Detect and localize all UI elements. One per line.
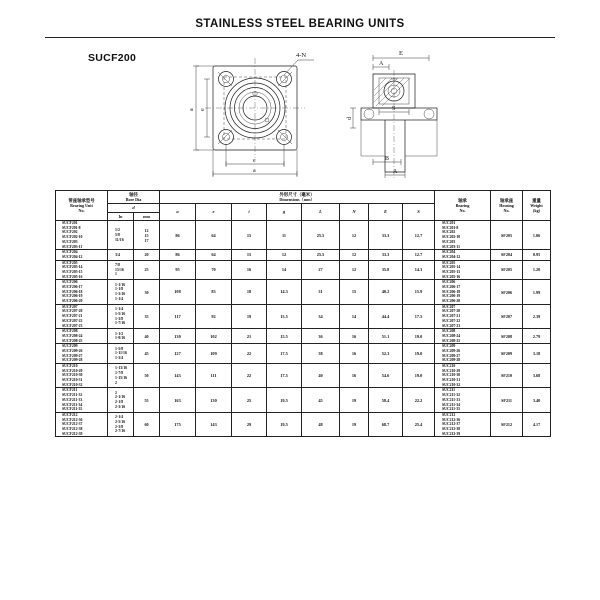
table-row [56,412,551,436]
cell-g: 12 [267,250,302,260]
cell-housing-no: SF205 [491,260,523,280]
cell-bore-mm: 30 [134,280,160,304]
cell-bore-in: 1-5/8 1-11/16 1-3/4 [108,344,134,364]
cell-a: 163 [160,388,196,412]
th-col-N: N [340,204,369,221]
th-col-E: E [369,204,403,221]
th-bore-mm: mm [134,213,160,221]
cell-a: 130 [160,329,196,344]
cell-bore-in: 1-1/2 1-9/16 [108,329,134,344]
cell-bore-in: 1-13/16 1-7/8 1-15/16 2 [108,364,134,388]
cell-weight: 4.17 [523,412,551,436]
cell-g: 19.5 [267,388,302,412]
cell-housing-no: SF207 [491,304,523,328]
th-bearing-no: 轴承 Bearing No. [435,191,491,221]
cell-a: 127 [160,344,196,364]
cell-L: 48 [302,412,340,436]
cell-i: 22 [232,364,267,388]
cell-N: 12 [340,221,369,250]
cell-e: 70 [196,260,232,280]
cell-bearing-unit: SUCF201 SUCF201-8 SUCF202 SUCF202-10 SUCF203 SUCF203-11 [56,221,108,250]
cell-bearing-unit: SUCF211 SUCF211-32 SUCF211-33 SUCF211-34 SUCF211-35 [56,388,108,412]
specification-table-wrap [55,190,550,437]
cell-L: 36 [302,329,340,344]
cell-bearing-unit: SUCF205 SUCF205-14 SUCF205-15 SUCF205-16 [56,260,108,280]
cell-E: 35.8 [369,260,403,280]
cell-N: 14 [340,304,369,328]
table-row [56,329,551,344]
title-divider [45,37,555,38]
cell-a: 175 [160,412,196,436]
cell-L: 45 [302,388,340,412]
cell-housing-no: SF209 [491,344,523,364]
cell-N: 15 [340,280,369,304]
series-label: SUCF200 [88,52,137,64]
cell-bore-in: 1-1/4 1-5/16 1-3/8 1-7/16 [108,304,134,328]
cell-e: 130 [196,388,232,412]
th-col-a: a [160,204,196,221]
side-view-drawing [345,44,470,184]
label-A-bottom: A [393,169,398,175]
cell-bearing-no: SUC209 SUC209-26 SUC209-27 SUC209-28 [435,344,491,364]
cell-weight: 1.06 [523,221,551,250]
label-4n: 4-N [296,52,307,59]
cell-housing-no: SF206 [491,280,523,304]
th-col-S: S [403,204,435,221]
cell-bore-in: 2-1/4 2-5/16 2-3/8 2-7/16 [108,412,134,436]
cell-N: 16 [340,344,369,364]
label-e-horizontal: e [253,158,256,164]
cell-bore-mm: 25 [134,260,160,280]
cell-L: 34 [302,304,340,328]
th-housing-no: 轴承座 Housing No. [491,191,523,221]
cell-L: 27 [302,260,340,280]
table-row [56,304,551,328]
table-row [56,250,551,260]
table-row [56,260,551,280]
page-title: STAINLESS STEEL BEARING UNITS [195,18,405,30]
table-row [56,364,551,388]
cell-bearing-no: SUC207 SUC207-20 SUC207-21 SUC207-22 SUC207-23 [435,304,491,328]
cell-i: 25 [232,388,267,412]
technical-drawings [180,44,480,184]
th-bore-dia: 轴径 Bore Dia [108,191,160,204]
cell-N: 19 [340,388,369,412]
cell-g: 11 [267,221,302,250]
cell-E: 44.4 [369,304,403,328]
cell-e: 143 [196,412,232,436]
cell-L: 38 [302,344,340,364]
cell-S: 14.3 [403,260,435,280]
th-col-g: g [267,204,302,221]
cell-weight: 3.68 [523,364,551,388]
label-d: d [347,117,353,120]
cell-i: 21 [232,329,267,344]
cell-bore-in: 1/2 5/8 11/16 [108,221,134,250]
cell-e: 83 [196,280,232,304]
cell-housing-no: SF204 [491,250,523,260]
cell-housing-no: SF212 [491,412,523,436]
label-E: E [399,50,403,57]
cell-N: 12 [340,260,369,280]
table-row [56,280,551,304]
cell-bearing-no: SUC205 SUC205-14 SUC205-15 SUC205-16 [435,260,491,280]
cell-a: 108 [160,280,196,304]
cell-a: 117 [160,304,196,328]
cell-bearing-no: SUC204 SUC204-12 [435,250,491,260]
cell-L: 25.5 [302,221,340,250]
table-body [56,221,551,437]
cell-bore-in: 3/4 [108,250,134,260]
cell-bearing-unit: SUCF208 SUCF208-24 SUCF208-25 [56,329,108,344]
table-row [56,388,551,412]
cell-E: 52.3 [369,344,403,364]
cell-bearing-unit: SUCF207 SUCF207-20 SUCF207-21 SUCF207-22 SUCF207-23 [56,304,108,328]
cell-g: 17.5 [267,344,302,364]
cell-E: 40.2 [369,280,403,304]
cell-bore-mm: 12 15 17 [134,221,160,250]
cell-E: 54.6 [369,364,403,388]
cell-bore-mm: 35 [134,304,160,328]
cell-housing-no: SF211 [491,388,523,412]
cell-S: 22.2 [403,388,435,412]
cell-S: 19.0 [403,329,435,344]
cell-i: 19 [232,304,267,328]
th-weight: 重量 Weight (kg) [523,191,551,221]
cell-S: 19.0 [403,344,435,364]
cell-bearing-no: SUC211 SUC211-32 SUC211-33 SUC211-34 SUC211-35 [435,388,491,412]
th-bearing-unit: 带座轴承型号 Bearing Unit No. [56,191,108,221]
cell-e: 92 [196,304,232,328]
cell-i: 18 [232,280,267,304]
cell-e: 102 [196,329,232,344]
cell-weight: 0.95 [523,250,551,260]
label-e-vertical: e [200,108,206,111]
cell-L: 25.5 [302,250,340,260]
cell-weight: 3.40 [523,388,551,412]
label-S-upper: S [392,106,396,112]
cell-g: 19.5 [267,412,302,436]
th-bore-symbol: d [108,204,160,213]
cell-i: 22 [232,344,267,364]
cell-bearing-unit: SUCF212 SUCF212-36 SUCF212-37 SUCF212-38 SUCF212-39 [56,412,108,436]
cell-g: 15.5 [267,329,302,344]
cell-E: 33.3 [369,250,403,260]
cell-bore-in: 2 2-1/16 2-1/8 2-3/16 [108,388,134,412]
cell-S: 17.5 [403,304,435,328]
cell-bore-mm: 45 [134,344,160,364]
cell-bore-mm: 55 [134,388,160,412]
cell-g: 17.5 [267,364,302,388]
cell-weight: 3.18 [523,344,551,364]
cell-S: 15.9 [403,280,435,304]
th-col-L: L [302,204,340,221]
cell-weight: 2.79 [523,329,551,344]
cell-L: 40 [302,364,340,388]
cell-bore-mm: 20 [134,250,160,260]
front-view-drawing [180,44,330,184]
table-row [56,221,551,250]
cell-bore-in: 7/8 15/16 1 [108,260,134,280]
cell-g: 15.5 [267,304,302,328]
cell-bore-mm: 40 [134,329,160,344]
cell-housing-no: SF210 [491,364,523,388]
cell-N: 16 [340,364,369,388]
specification-table [55,190,551,437]
cell-bearing-unit: SUCF206 SUCF206-17 SUCF206-18 SUCF206-19 SUCF206-20 [56,280,108,304]
cell-weight: 1.99 [523,280,551,304]
cell-e: 109 [196,344,232,364]
table-head [56,191,551,221]
cell-bearing-no: SUC206 SUC206-17 SUC206-18 SUC206-19 SUC206-20 [435,280,491,304]
label-B: B [385,156,390,162]
cell-bearing-no: SUC210 SUC210-29 SUC210-30 SUC210-31 SUC210-32 [435,364,491,388]
cell-e: 111 [196,364,232,388]
cell-N: 12 [340,250,369,260]
th-col-i: i [232,204,267,221]
header-row-group [56,191,551,204]
th-bore-in: In [108,213,134,221]
cell-housing-no: SF208 [491,329,523,344]
cell-E: 58.4 [369,388,403,412]
cell-weight: 1.20 [523,260,551,280]
cell-housing-no: SF205 [491,221,523,250]
cell-bearing-no: SUC201 SUC201-8 SUC202 SUC202-10 SUC203 SUC203-11 [435,221,491,250]
cell-bearing-unit: SUCF209 SUCF209-26 SUCF209-27 SUCF209-28 [56,344,108,364]
th-dimensions: 外形尺寸（毫米） Dimensions（mm） [160,191,435,204]
cell-g: 14.3 [267,280,302,304]
cell-bearing-unit: SUCF204 SUCF204-12 [56,250,108,260]
cell-bore-mm: 50 [134,364,160,388]
cell-E: 33.3 [369,221,403,250]
cell-bearing-no: SUC212 SUC212-36 SUC212-37 SUC212-38 SUC212-39 [435,412,491,436]
cell-bore-mm: 60 [134,412,160,436]
th-col-e: e [196,204,232,221]
cell-e: 64 [196,221,232,250]
cell-E: 51.1 [369,329,403,344]
cell-N: 19 [340,412,369,436]
cell-i: 29 [232,412,267,436]
label-A-top: A [379,61,384,67]
cell-S: 25.4 [403,412,435,436]
cell-g: 14 [267,260,302,280]
cell-a: 86 [160,250,196,260]
cell-L: 31 [302,280,340,304]
cell-a: 86 [160,221,196,250]
cell-S: 12.7 [403,250,435,260]
cell-a: 95 [160,260,196,280]
label-a-horizontal: a [253,168,256,174]
cell-i: 15 [232,221,267,250]
label-a-vertical: a [189,108,195,111]
cell-bearing-unit: SUCF210 SUCF210-29 SUCF210-30 SUCF210-31 SUCF210-32 [56,364,108,388]
cell-bearing-no: SUC208 SUC208-24 SUC208-25 [435,329,491,344]
cell-N: 16 [340,329,369,344]
cell-S: 19.0 [403,364,435,388]
table-row [56,344,551,364]
cell-E: 68.7 [369,412,403,436]
cell-bore-in: 1-1/16 1-1/8 1-3/16 1-1/4 [108,280,134,304]
cell-a: 143 [160,364,196,388]
cell-i: 15 [232,250,267,260]
cell-i: 16 [232,260,267,280]
cell-S: 12.7 [403,221,435,250]
cell-e: 64 [196,250,232,260]
cell-weight: 2.39 [523,304,551,328]
